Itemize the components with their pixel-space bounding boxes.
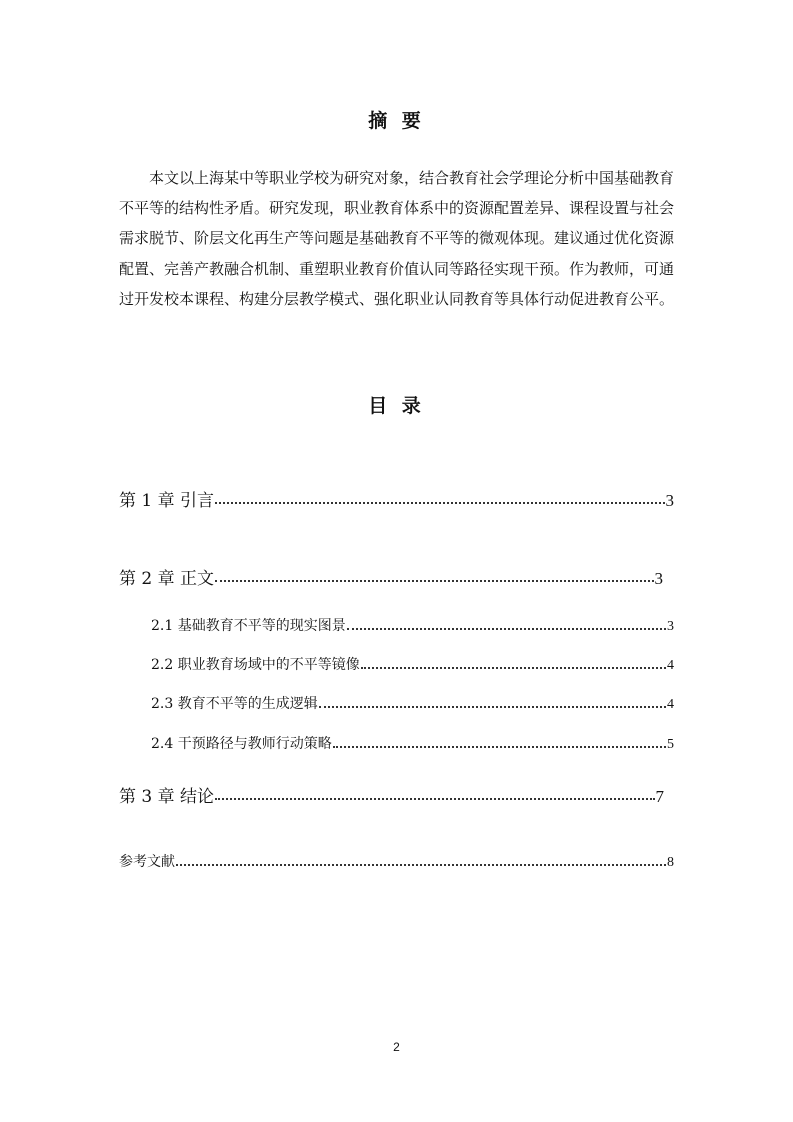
toc-entry-section-2-2[interactable]: [151, 654, 674, 674]
toc-entry-page: 3: [665, 491, 674, 510]
toc-entry-page: 4: [667, 697, 674, 712]
toc-leader-dots: [215, 502, 664, 504]
toc-entry-section-2-4[interactable]: [151, 733, 674, 753]
toc-entry-label: 2.4 干预路径与教师行动策略: [151, 736, 332, 752]
toc-entry-section-2-3[interactable]: [151, 693, 674, 713]
toc-entry-page: 7: [655, 787, 664, 806]
toc-entry-page: 3: [654, 569, 663, 588]
toc-entry-page: 5: [667, 737, 674, 752]
toc-entry-section-2-1[interactable]: [151, 615, 674, 635]
toc-entry-label: 第 1 章 引言: [119, 491, 215, 511]
toc-leader-dots: [176, 864, 666, 866]
toc-entry-chapter-3[interactable]: [119, 782, 664, 807]
toc-entry-label: 第 2 章 正文: [119, 569, 215, 589]
toc-leader-dots: [319, 706, 666, 708]
abstract-title: 摘 要: [368, 110, 425, 132]
toc-entry-label: 参考文献: [119, 854, 175, 870]
toc-entry-page: 4: [667, 658, 674, 673]
toc-leader-dots: [215, 580, 653, 582]
toc-leader-dots: [347, 628, 666, 630]
toc-leader-dots: [333, 746, 666, 748]
abstract-body: 本文以上海某中等职业学校为研究对象，结合教育社会学理论分析中国基础教育不平等的结构性矛盾。研究发现，职业教育体系中的资源配置差异、课程设置与社会需求脱节、阶层文化再生产等问题是基础教育不平等的微观体现。建议通过优化资源配置、完善产教融合机制、重塑职业教育价值认同等路径实现干预。作为教师，可通过开发校本课程、构建分层教学模式、强化职业认同教育等具体行动促进教育公平。: [119, 169, 675, 308]
toc-entry-chapter-1[interactable]: [119, 486, 674, 511]
toc-entry-label: 2.2 职业教育场域中的不平等镜像: [151, 657, 360, 673]
toc-leader-dots: [361, 667, 666, 669]
page-number: 2: [393, 1040, 400, 1054]
toc-leader-dots: [215, 798, 654, 800]
toc-entry-label: 2.3 教育不平等的生成逻辑: [151, 696, 318, 712]
toc-entry-label: 2.1 基础教育不平等的现实图景: [151, 618, 346, 634]
toc-entry-label: 第 3 章 结论: [119, 787, 215, 807]
toc-entry-references[interactable]: [119, 851, 674, 871]
toc-entry-page: 3: [667, 619, 674, 634]
toc-title: 目 录: [368, 395, 425, 417]
toc-entry-page: 8: [667, 855, 674, 870]
toc-entry-chapter-2[interactable]: [119, 564, 663, 589]
